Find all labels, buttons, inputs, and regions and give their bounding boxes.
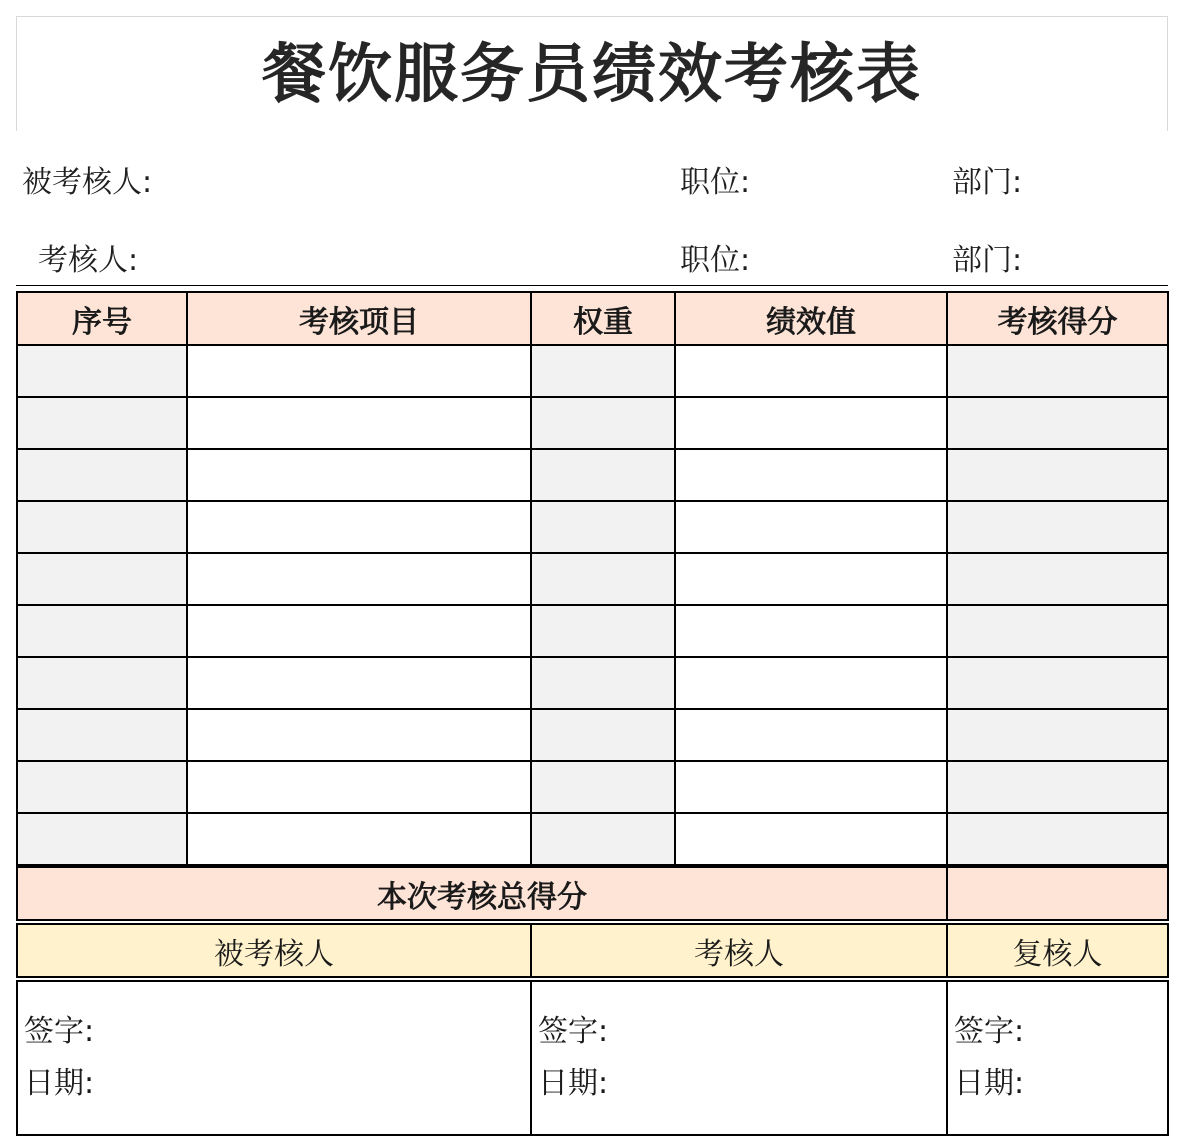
sig-cell-assessor[interactable]	[531, 981, 947, 1135]
cell-item[interactable]	[187, 657, 531, 709]
table-row	[17, 761, 1168, 813]
total-label: 本次考核总得分	[17, 867, 947, 920]
sig-header-assessee: 被考核人	[17, 924, 531, 977]
cell-item[interactable]	[187, 709, 531, 761]
sig-cell-assessee[interactable]	[17, 981, 531, 1135]
cell-item[interactable]	[187, 501, 531, 553]
cell-weight[interactable]	[531, 657, 675, 709]
table-row	[17, 605, 1168, 657]
date-label: 日期:	[538, 1066, 609, 1101]
cell-item[interactable]	[187, 605, 531, 657]
sig-header-reviewer: 复核人	[947, 924, 1168, 977]
cell-score[interactable]	[947, 657, 1168, 709]
sig-header-assessor: 考核人	[531, 924, 947, 977]
sign-label: 签字:	[24, 1014, 95, 1049]
sign-label: 签字:	[538, 1014, 609, 1049]
cell-performance[interactable]	[675, 449, 947, 501]
sign-label: 签字:	[954, 1014, 1025, 1049]
cell-item[interactable]	[187, 813, 531, 865]
table-row	[17, 553, 1168, 605]
cell-weight[interactable]	[531, 449, 675, 501]
cell-weight[interactable]	[531, 813, 675, 865]
cell-performance[interactable]	[675, 397, 947, 449]
assessee-position-label: 职位:	[680, 165, 751, 200]
cell-score[interactable]	[947, 449, 1168, 501]
cell-serial[interactable]	[17, 709, 187, 761]
table-row	[17, 449, 1168, 501]
table-row	[17, 345, 1168, 397]
table-row	[17, 397, 1168, 449]
cell-score[interactable]	[947, 605, 1168, 657]
cell-weight[interactable]	[531, 605, 675, 657]
table-header-row	[17, 292, 1168, 345]
cell-performance[interactable]	[675, 761, 947, 813]
assessor-position-label: 职位:	[680, 243, 751, 278]
cell-weight[interactable]	[531, 345, 675, 397]
cell-score[interactable]	[947, 761, 1168, 813]
cell-weight[interactable]	[531, 501, 675, 553]
cell-score[interactable]	[947, 709, 1168, 761]
sig-cell-reviewer[interactable]	[947, 981, 1168, 1135]
signature-header-row	[17, 924, 1168, 977]
cell-serial[interactable]	[17, 657, 187, 709]
cell-serial[interactable]	[17, 813, 187, 865]
table-row	[17, 501, 1168, 553]
cell-item[interactable]	[187, 449, 531, 501]
cell-serial[interactable]	[17, 605, 187, 657]
table-body	[17, 345, 1168, 865]
cell-weight[interactable]	[531, 709, 675, 761]
assessor-label: 考核人:	[38, 243, 139, 278]
cell-item[interactable]	[187, 553, 531, 605]
cell-weight[interactable]	[531, 761, 675, 813]
cell-item[interactable]	[187, 345, 531, 397]
page-title: 餐饮服务员绩效考核表	[262, 38, 922, 112]
cell-performance[interactable]	[675, 605, 947, 657]
header-serial: 序号	[17, 292, 187, 345]
date-label: 日期:	[954, 1066, 1025, 1101]
title-box	[16, 16, 1168, 131]
signature-body-row	[17, 981, 1168, 1135]
header-score: 考核得分	[947, 292, 1168, 345]
cell-score[interactable]	[947, 813, 1168, 865]
cell-serial[interactable]	[17, 553, 187, 605]
cell-score[interactable]	[947, 345, 1168, 397]
cell-serial[interactable]	[17, 397, 187, 449]
cell-weight[interactable]	[531, 553, 675, 605]
bottom-table	[16, 866, 1169, 1136]
cell-score[interactable]	[947, 501, 1168, 553]
assessment-table	[16, 291, 1169, 866]
table-row	[17, 813, 1168, 865]
table-row	[17, 657, 1168, 709]
cell-performance[interactable]	[675, 501, 947, 553]
cell-performance[interactable]	[675, 553, 947, 605]
cell-item[interactable]	[187, 397, 531, 449]
assessee-dept-label: 部门:	[952, 165, 1023, 200]
cell-score[interactable]	[947, 553, 1168, 605]
total-row	[17, 867, 1168, 920]
assessor-dept-label: 部门:	[952, 243, 1023, 278]
cell-performance[interactable]	[675, 657, 947, 709]
separator-line	[16, 285, 1168, 286]
cell-score[interactable]	[947, 397, 1168, 449]
cell-serial[interactable]	[17, 449, 187, 501]
cell-performance[interactable]	[675, 813, 947, 865]
cell-serial[interactable]	[17, 345, 187, 397]
cell-serial[interactable]	[17, 501, 187, 553]
total-value-cell[interactable]	[947, 867, 1168, 920]
cell-weight[interactable]	[531, 397, 675, 449]
date-label: 日期:	[24, 1066, 95, 1101]
header-performance: 绩效值	[675, 292, 947, 345]
cell-performance[interactable]	[675, 345, 947, 397]
header-item: 考核项目	[187, 292, 531, 345]
table-row	[17, 709, 1168, 761]
header-weight: 权重	[531, 292, 675, 345]
cell-serial[interactable]	[17, 761, 187, 813]
cell-item[interactable]	[187, 761, 531, 813]
assessee-label: 被考核人:	[22, 165, 153, 200]
cell-performance[interactable]	[675, 709, 947, 761]
